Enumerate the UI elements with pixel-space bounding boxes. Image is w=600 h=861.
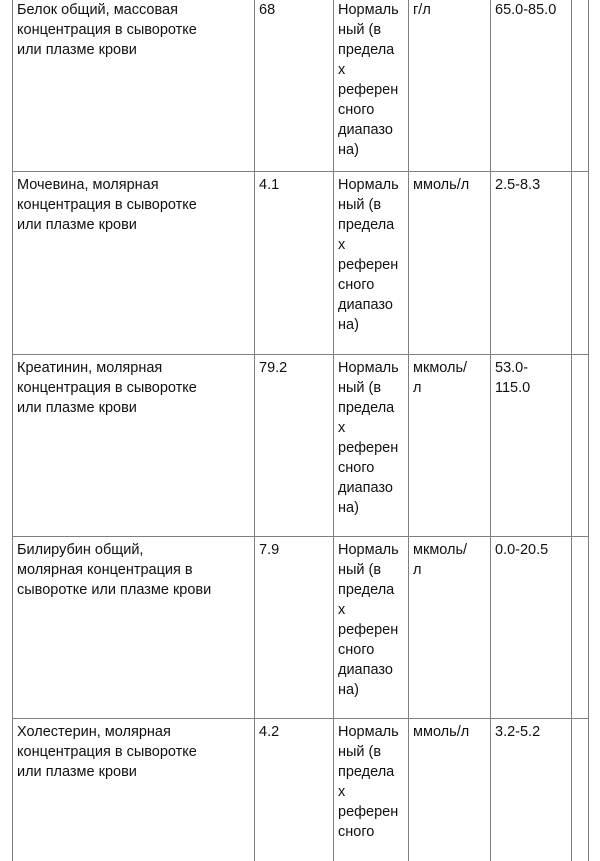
reference-range-cell	[491, 719, 572, 861]
unit-cell	[409, 0, 491, 172]
unit-cell-line: мкмоль/	[413, 542, 468, 558]
table-row	[13, 719, 589, 861]
status-cell-line: референ	[338, 440, 399, 456]
extra-cell	[572, 0, 589, 172]
status-cell	[334, 0, 409, 172]
reference-range-cell-line: 115.0	[495, 380, 531, 396]
status-cell-line: референ	[338, 257, 399, 273]
status-cell-line: Нормаль	[338, 542, 399, 558]
reference-range-cell-line: 65.0-85.0	[495, 2, 557, 18]
status-cell-line: на)	[338, 317, 359, 333]
extra-cell	[572, 537, 589, 719]
status-cell-line: диапазо	[338, 297, 393, 313]
result-value-cell	[255, 719, 334, 861]
status-cell-line: Нормаль	[338, 177, 399, 193]
status-cell-line: ный (в	[338, 22, 382, 38]
status-cell	[334, 719, 409, 861]
status-cell-line: сного	[338, 102, 375, 118]
status-cell-line: предела	[338, 42, 395, 58]
analyte-name-cell	[13, 0, 255, 172]
analyte-name-cell-line: Белок общий, массовая	[17, 2, 178, 18]
analyte-name-cell	[13, 172, 255, 355]
analyte-name-cell-line: Креатинин, молярная	[17, 360, 163, 376]
status-cell-line: сного	[338, 824, 375, 840]
analyte-name-cell-line: Мочевина, молярная	[17, 177, 159, 193]
status-cell	[334, 172, 409, 355]
reference-range-cell	[491, 537, 572, 719]
status-cell-line: диапазо	[338, 662, 393, 678]
status-cell-line: на)	[338, 142, 359, 158]
status-cell-line: предела	[338, 582, 395, 598]
status-cell-line: диапазо	[338, 122, 393, 138]
table-row	[13, 0, 589, 172]
status-cell-line: х	[338, 602, 346, 618]
analyte-name-cell-line: концентрация в сыворотке	[17, 744, 197, 760]
status-cell	[334, 537, 409, 719]
extra-cell	[572, 172, 589, 355]
result-value-cell-line: 79.2	[259, 360, 288, 376]
extra-cell	[572, 355, 589, 537]
analyte-name-cell-line: молярная концентрация в	[17, 562, 193, 578]
status-cell	[334, 355, 409, 537]
analyte-name-cell	[13, 355, 255, 537]
status-cell-line: сного	[338, 277, 375, 293]
status-cell-line: ный (в	[338, 562, 382, 578]
table-row	[13, 537, 589, 719]
result-value-cell	[255, 537, 334, 719]
status-cell-line: предела	[338, 217, 395, 233]
status-cell-line: х	[338, 420, 346, 436]
result-value-cell-line: 7.9	[259, 542, 280, 558]
unit-cell-line: мкмоль/	[413, 360, 468, 376]
result-value-cell	[255, 355, 334, 537]
reference-range-cell	[491, 172, 572, 355]
status-cell-line: ный (в	[338, 380, 382, 396]
analyte-name-cell-line: или плазме крови	[17, 764, 137, 780]
status-cell-line: Нормаль	[338, 724, 399, 740]
status-cell-line: на)	[338, 682, 359, 698]
analyte-name-cell	[13, 537, 255, 719]
analyte-name-cell-line: или плазме крови	[17, 42, 137, 58]
status-cell-line: Нормаль	[338, 2, 399, 18]
unit-cell-line: г/л	[413, 2, 431, 18]
status-cell-line: х	[338, 237, 346, 253]
analyte-name-cell-line: или плазме крови	[17, 217, 137, 233]
status-cell-line: на)	[338, 500, 359, 516]
result-value-cell	[255, 172, 334, 355]
unit-cell	[409, 537, 491, 719]
unit-cell	[409, 172, 491, 355]
status-cell-line: предела	[338, 764, 395, 780]
result-value-cell-line: 4.2	[259, 724, 280, 740]
analyte-name-cell-line: концентрация в сыворотке	[17, 380, 197, 396]
table-row	[13, 172, 589, 355]
status-cell-line: диапазо	[338, 480, 393, 496]
table-row	[13, 355, 589, 537]
lab-results-table-container	[12, 0, 600, 861]
status-cell-line: сного	[338, 642, 375, 658]
unit-cell	[409, 355, 491, 537]
analyte-name-cell-line: концентрация в сыворотке	[17, 197, 197, 213]
result-value-cell-line: 4.1	[259, 177, 280, 193]
status-cell-line: х	[338, 62, 346, 78]
analyte-name-cell-line: Билирубин общий,	[17, 542, 144, 558]
status-cell-line: ный (в	[338, 197, 382, 213]
status-cell-line: предела	[338, 400, 395, 416]
extra-cell	[572, 719, 589, 861]
status-cell-line: ный (в	[338, 744, 382, 760]
unit-cell-line: ммоль/л	[413, 724, 470, 740]
analyte-name-cell-line: или плазме крови	[17, 400, 137, 416]
status-cell-line: сного	[338, 460, 375, 476]
result-value-cell	[255, 0, 334, 172]
status-cell-line: Нормаль	[338, 360, 399, 376]
reference-range-cell	[491, 355, 572, 537]
analyte-name-cell-line: концентрация в сыворотке	[17, 22, 197, 38]
reference-range-cell-line: 2.5-8.3	[495, 177, 541, 193]
reference-range-cell	[491, 0, 572, 172]
table-body	[13, 0, 589, 861]
reference-range-cell-line: 53.0-	[495, 360, 529, 376]
analyte-name-cell-line: сыворотке или плазме крови	[17, 582, 212, 598]
status-cell-line: х	[338, 784, 346, 800]
reference-range-cell-line: 0.0-20.5	[495, 542, 549, 558]
unit-cell-line: ммоль/л	[413, 177, 470, 193]
status-cell-line: референ	[338, 622, 399, 638]
unit-cell-line: л	[413, 562, 422, 578]
status-cell-line: референ	[338, 804, 399, 820]
result-value-cell-line: 68	[259, 2, 276, 18]
unit-cell-line: л	[413, 380, 422, 396]
reference-range-cell-line: 3.2-5.2	[495, 724, 541, 740]
analyte-name-cell	[13, 719, 255, 861]
status-cell-line: референ	[338, 82, 399, 98]
lab-results-table	[12, 0, 589, 861]
unit-cell	[409, 719, 491, 861]
analyte-name-cell-line: Холестерин, молярная	[17, 724, 171, 740]
